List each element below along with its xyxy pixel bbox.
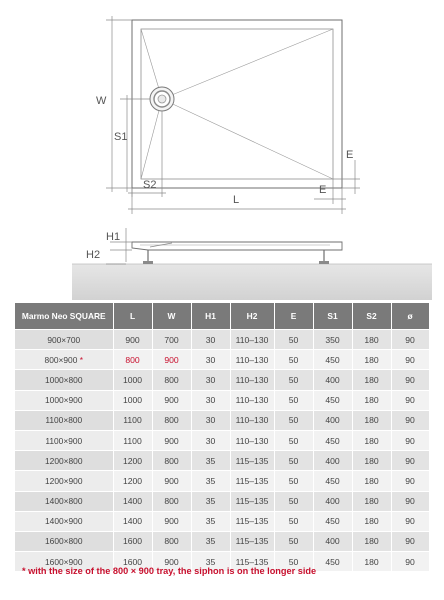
size-value: 1600×900	[45, 556, 83, 567]
cell-l: 1600	[113, 552, 152, 572]
table-row	[15, 491, 429, 511]
cell-w: 900	[152, 430, 191, 450]
cell-e: 50	[274, 471, 313, 491]
header-h1: H1	[191, 303, 230, 330]
size-value: 800×900	[44, 354, 78, 365]
table-row	[15, 410, 429, 430]
cell-w: 800	[152, 410, 191, 430]
cell-e: 50	[274, 430, 313, 450]
size-value: 1400×900	[45, 516, 83, 527]
cell-h2: 115–135	[230, 511, 274, 531]
cell-h1: 35	[191, 471, 230, 491]
cell-w: 800	[152, 451, 191, 471]
cell-h2: 115–135	[230, 552, 274, 572]
cell-w: 700	[152, 330, 191, 350]
cell-size	[15, 511, 113, 531]
cell-size	[15, 471, 113, 491]
header-l: L	[113, 303, 152, 330]
cell-s2: 180	[352, 390, 391, 410]
tray-side-view	[72, 228, 432, 300]
cell-l: 900	[113, 330, 152, 350]
cell-d: 90	[391, 430, 429, 450]
label-h2: H2	[86, 249, 101, 261]
label-s2: S2	[143, 179, 157, 191]
cell-w: 800	[152, 531, 191, 551]
cell-h1: 30	[191, 330, 230, 350]
footnote: * with the size of the 800 × 900 tray, the siphon is on the longer side	[22, 566, 317, 576]
cell-h2: 110–130	[230, 390, 274, 410]
cell-s2: 180	[352, 491, 391, 511]
cell-s1: 400	[313, 451, 352, 471]
cell-l: 1000	[113, 370, 152, 390]
cell-w: 900	[152, 471, 191, 491]
cell-h1: 30	[191, 370, 230, 390]
cell-e: 50	[274, 330, 313, 350]
label-l: L	[233, 194, 240, 206]
cell-h2: 115–135	[230, 491, 274, 511]
cell-w: 800	[152, 370, 191, 390]
cell-h1: 35	[191, 491, 230, 511]
cell-s2: 180	[352, 552, 391, 572]
cell-e: 50	[274, 531, 313, 551]
cell-s1: 450	[313, 390, 352, 410]
cell-s2: 180	[352, 430, 391, 450]
cell-s1: 350	[313, 330, 352, 350]
size-value: 1100×900	[45, 435, 83, 446]
label-e-right: E	[346, 149, 354, 161]
cell-l: 1100	[113, 410, 152, 430]
cell-size	[15, 370, 113, 390]
cell-e: 50	[274, 390, 313, 410]
cell-h1: 35	[191, 552, 230, 572]
cell-l: 1200	[113, 471, 152, 491]
cell-h2: 115–135	[230, 471, 274, 491]
cell-s2: 180	[352, 451, 391, 471]
cell-e: 50	[274, 552, 313, 572]
table-row	[15, 430, 429, 450]
cell-d: 90	[391, 370, 429, 390]
cell-e: 50	[274, 451, 313, 471]
table-row	[15, 370, 429, 390]
support-feet	[148, 250, 324, 262]
cell-h2: 115–135	[230, 531, 274, 551]
size-value: 900×700	[47, 334, 81, 345]
cell-s1: 450	[313, 552, 352, 572]
cell-h1: 35	[191, 531, 230, 551]
cell-s2: 180	[352, 370, 391, 390]
table-row	[15, 471, 429, 491]
cell-size	[15, 430, 113, 450]
cell-d: 90	[391, 350, 429, 370]
size-value: 1600×800	[45, 536, 83, 547]
cell-s1: 400	[313, 531, 352, 551]
header-e: E	[274, 303, 313, 330]
table-row	[15, 451, 429, 471]
cell-size	[15, 390, 113, 410]
cell-d: 90	[391, 471, 429, 491]
cell-size	[15, 330, 113, 350]
cell-l: 1100	[113, 430, 152, 450]
table-row	[15, 390, 429, 410]
header-h2: H2	[230, 303, 274, 330]
cell-s2: 180	[352, 511, 391, 531]
table-row	[15, 531, 429, 551]
size-value: 1000×800	[45, 374, 83, 385]
cell-l: 1400	[113, 491, 152, 511]
cell-h2: 110–130	[230, 410, 274, 430]
cell-e: 50	[274, 511, 313, 531]
cell-s2: 180	[352, 410, 391, 430]
cell-h1: 30	[191, 390, 230, 410]
cell-size	[15, 350, 113, 370]
cell-s2: 180	[352, 350, 391, 370]
cell-s2: 180	[352, 531, 391, 551]
cell-size	[15, 531, 113, 551]
cell-h1: 30	[191, 430, 230, 450]
size-value: 1400×800	[45, 496, 83, 507]
cell-d: 90	[391, 330, 429, 350]
table-row	[15, 511, 429, 531]
cell-l: 1000	[113, 390, 152, 410]
cell-h2: 110–130	[230, 350, 274, 370]
cell-size	[15, 491, 113, 511]
cell-h2: 110–130	[230, 330, 274, 350]
cell-s1: 450	[313, 511, 352, 531]
label-h1: H1	[106, 231, 121, 243]
size-value: 1200×900	[45, 475, 83, 486]
cell-s1: 400	[313, 370, 352, 390]
cell-s1: 450	[313, 430, 352, 450]
cell-w: 900	[152, 511, 191, 531]
cell-s1: 400	[313, 491, 352, 511]
header-w: W	[152, 303, 191, 330]
header-s1: S1	[313, 303, 352, 330]
cell-d: 90	[391, 511, 429, 531]
cell-s1: 450	[313, 471, 352, 491]
label-e-bottom: E	[319, 184, 327, 196]
cell-d: 90	[391, 451, 429, 471]
cell-d: 90	[391, 390, 429, 410]
cell-l: 800	[113, 350, 152, 370]
cell-d: 90	[391, 531, 429, 551]
cell-w: 900	[152, 552, 191, 572]
label-s1: S1	[114, 131, 128, 143]
cell-l: 1400	[113, 511, 152, 531]
cell-size	[15, 410, 113, 430]
cell-h1: 35	[191, 451, 230, 471]
tray-top-view	[132, 20, 342, 188]
table-header-row	[15, 303, 429, 330]
cell-d: 90	[391, 410, 429, 430]
cell-h2: 110–130	[230, 370, 274, 390]
cell-l: 1600	[113, 531, 152, 551]
cell-w: 800	[152, 491, 191, 511]
header-s2: S2	[352, 303, 391, 330]
header-model: Marmo Neo SQUARE	[15, 303, 113, 330]
cell-s1: 400	[313, 410, 352, 430]
table-row	[15, 330, 429, 350]
cell-h1: 30	[191, 350, 230, 370]
size-value: 1100×800	[45, 415, 83, 426]
cell-d: 90	[391, 552, 429, 572]
dimensions-table	[15, 303, 430, 572]
cell-e: 50	[274, 410, 313, 430]
cell-e: 50	[274, 491, 313, 511]
table-row	[15, 350, 429, 370]
cell-e: 50	[274, 350, 313, 370]
header-diameter: ø	[391, 303, 429, 330]
label-w: W	[96, 95, 107, 107]
cell-h1: 30	[191, 410, 230, 430]
cell-w: 900	[152, 350, 191, 370]
cell-s2: 180	[352, 471, 391, 491]
asterisk-mark: *	[79, 354, 83, 365]
size-value: 1000×900	[45, 395, 83, 406]
cell-h2: 110–130	[230, 430, 274, 450]
cell-s2: 180	[352, 330, 391, 350]
cell-size	[15, 451, 113, 471]
cell-w: 900	[152, 390, 191, 410]
cell-l: 1200	[113, 451, 152, 471]
cell-e: 50	[274, 370, 313, 390]
size-value: 1200×800	[45, 455, 83, 466]
cell-d: 90	[391, 491, 429, 511]
cell-h1: 35	[191, 511, 230, 531]
drain-icon	[150, 87, 174, 111]
cell-s1: 450	[313, 350, 352, 370]
cell-h2: 115–135	[230, 451, 274, 471]
